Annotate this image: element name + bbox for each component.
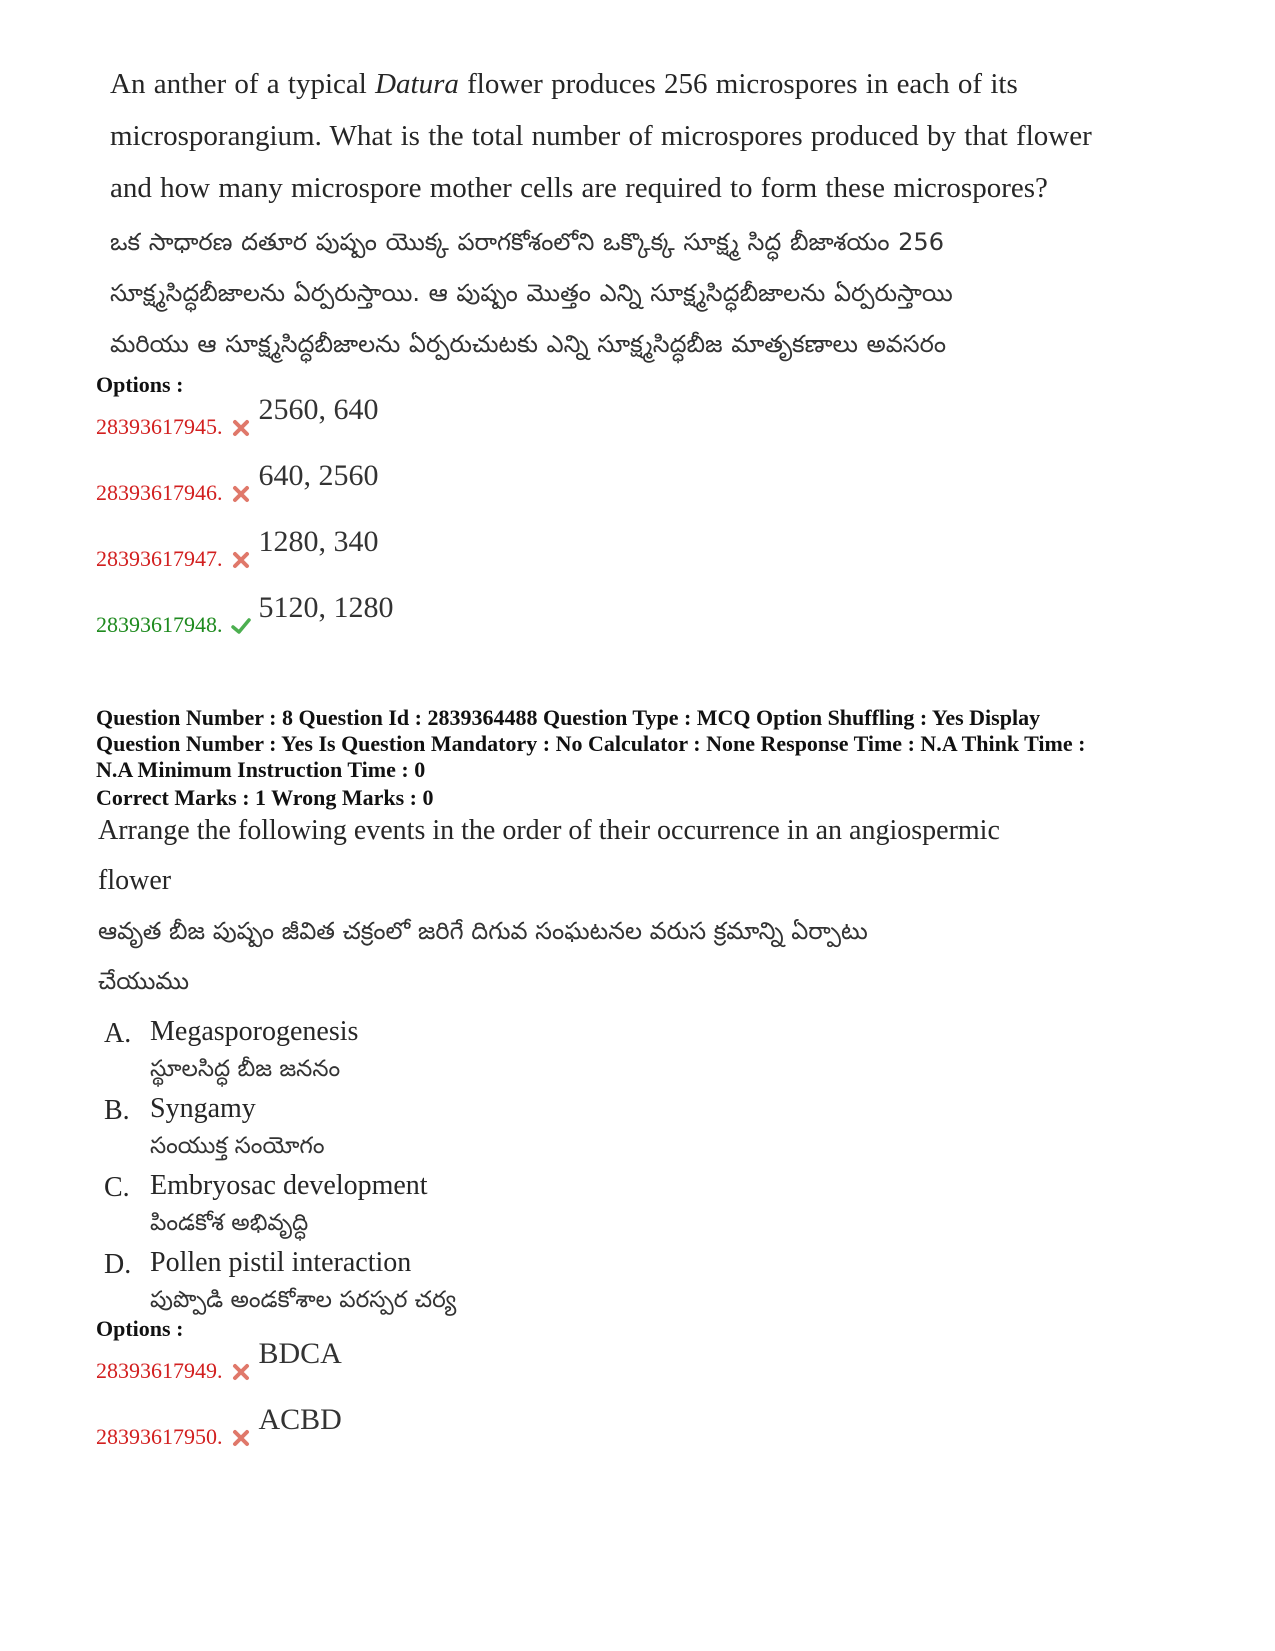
- metadata-line: N.A Minimum Instruction Time : 0: [96, 757, 426, 782]
- item-telugu: స్థూలసిద్ధ బీజ జననం: [150, 1056, 341, 1082]
- option-id: 28393617948.: [96, 612, 223, 637]
- metadata-line: Question Number : Yes Is Question Mandatory : No Calculator : None Response Time : N.A Think Time :: [96, 731, 1086, 756]
- question-1-telugu-line-1: ఒక సాధారణ దతూర పుష్పం యొక్క పరాగకోశంలోని ఒక్కొక్క సూక్ష్మ సిద్ధ బీజాశయం 256: [110, 228, 944, 256]
- question-2-text: [98, 806, 1078, 1006]
- question-2-telugu-line-1: ఆవృత బీజ పుష్పం జీవిత చక్రంలో జరిగే దిగువ సంఘటనల వరుస క్రమాన్ని ఏర్పాటు: [98, 917, 868, 945]
- question-1-text: [110, 58, 1140, 370]
- options-label-2: Options :: [96, 1316, 184, 1341]
- option-id: 28393617950.: [96, 1424, 223, 1449]
- option-row[interactable]: [96, 525, 379, 572]
- cross-icon: [231, 1428, 251, 1448]
- list-item: [104, 1089, 456, 1166]
- item-letter: C.: [104, 1172, 130, 1203]
- cross-icon: [231, 484, 251, 504]
- question-1-telugu-line-2: సూక్ష్మసిద్ధబీజాలను ఏర్పరుస్తాయి. ఆ పుష్పం మొత్తం ఎన్ని సూక్ష్మసిద్ధబీజాలను ఏర్పరుస్తాయి: [110, 279, 953, 307]
- item-telugu: పిండకోశ అభివృద్ధి: [150, 1210, 309, 1236]
- option-text: 1280, 340: [258, 525, 379, 558]
- option-text: BDCA: [258, 1337, 342, 1370]
- option-row[interactable]: [96, 459, 379, 506]
- list-item: [104, 1012, 456, 1089]
- options-label-1: Options :: [96, 372, 184, 397]
- option-row[interactable]: [96, 1403, 342, 1450]
- option-text: ACBD: [258, 1403, 342, 1436]
- option-row[interactable]: [96, 1337, 342, 1384]
- option-text: 5120, 1280: [258, 591, 394, 624]
- item-text: Syngamy: [150, 1093, 256, 1124]
- question-1-line-2: microsporangium. What is the total number of microspores produced by that flower: [110, 120, 1092, 152]
- item-letter: B.: [104, 1095, 130, 1126]
- option-row-correct[interactable]: [96, 591, 394, 638]
- question-1-line-3: and how many microspore mother cells are required to form these microspores?: [110, 172, 1048, 204]
- item-text: Embryosac development: [150, 1170, 428, 1201]
- question-2-marks: Correct Marks : 1 Wrong Marks : 0: [96, 785, 434, 810]
- question-2-metadata: [96, 705, 1186, 783]
- item-letter: A.: [104, 1018, 132, 1049]
- item-text: Megasporogenesis: [150, 1016, 359, 1047]
- option-id: 28393617949.: [96, 1358, 223, 1383]
- list-item: [104, 1243, 456, 1320]
- item-telugu: సంయుక్త సంయోగం: [150, 1133, 325, 1159]
- option-text: 2560, 640: [258, 393, 379, 426]
- cross-icon: [231, 550, 251, 570]
- question-2-line-2: flower: [98, 865, 172, 896]
- question-2-telugu-line-2: చేయుము: [98, 967, 190, 995]
- checkmark-icon: [231, 616, 251, 636]
- item-letter: D.: [104, 1249, 132, 1280]
- option-row[interactable]: [96, 393, 379, 440]
- question-1-telugu-line-3: మరియు ఆ సూక్ష్మసిద్ధబీజాలను ఏర్పరుచుటకు ఎన్ని సూక్ష్మసిద్ధబీజ మాతృకణాలు అవసరం: [110, 330, 947, 358]
- cross-icon: [231, 418, 251, 438]
- option-text: 640, 2560: [258, 459, 379, 492]
- item-telugu: పుప్పొడి అండకోశాల పరస్పర చర్య: [150, 1287, 457, 1313]
- list-item: [104, 1166, 456, 1243]
- question-1-line-1: An anther of a typical Datura flower produces 256 microspores in each of its: [110, 68, 1018, 100]
- item-text: Pollen pistil interaction: [150, 1247, 412, 1278]
- question-2-line-1: Arrange the following events in the order of their occurrence in an angiospermic: [98, 815, 1000, 846]
- option-id: 28393617947.: [96, 546, 223, 571]
- cross-icon: [231, 1362, 251, 1382]
- question-1-telugu: [110, 217, 1140, 370]
- events-list: [104, 1012, 456, 1320]
- option-id: 28393617946.: [96, 480, 223, 505]
- metadata-line: Question Number : 8 Question Id : 2839364488 Question Type : MCQ Option Shuffling : Yes Display: [96, 705, 1041, 730]
- option-id: 28393617945.: [96, 414, 223, 439]
